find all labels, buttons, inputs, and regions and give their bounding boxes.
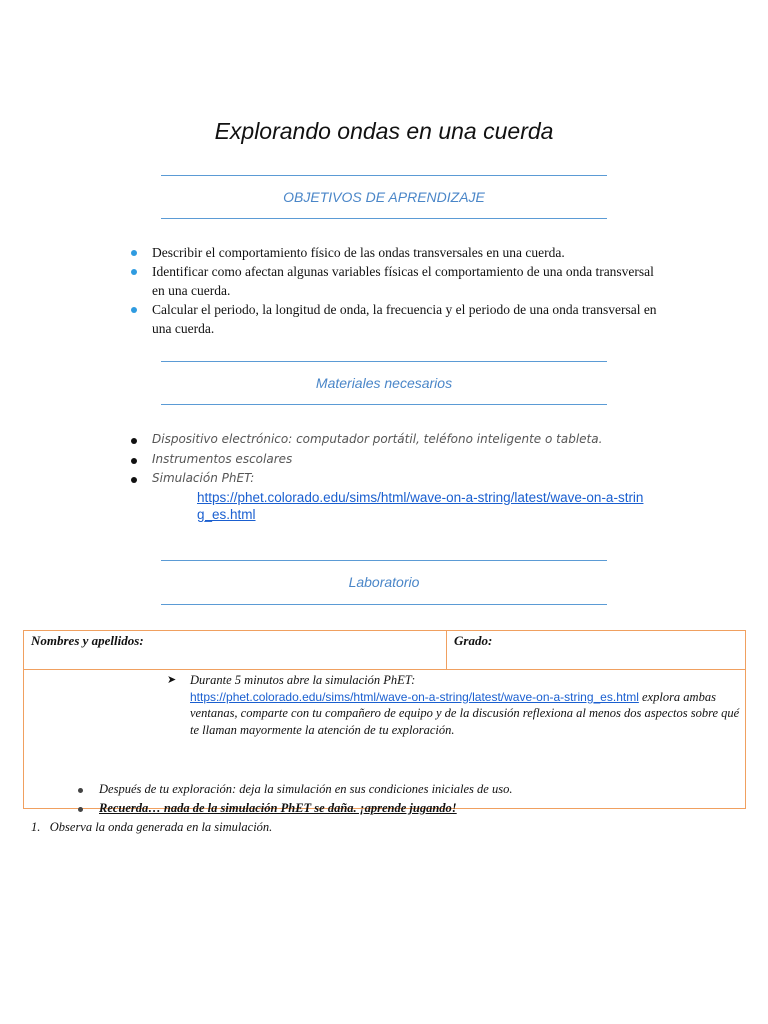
section-header-materiales: Materiales necesarios — [161, 361, 607, 405]
names-label: Nombres y apellidos: — [31, 633, 144, 648]
phet-instruction-link[interactable]: https://phet.colorado.edu/sims/html/wave-on-a-string/latest/wave-on-a-string_es.html — [190, 689, 639, 704]
list-item: Identificar como afectan algunas variables físicas el comportamiento de una onda transversal en una cuerda. — [130, 262, 660, 300]
arrow-bullet-icon: ➤ — [167, 674, 177, 686]
list-item: Instrumentos escolares — [130, 450, 690, 470]
objectives-list — [130, 243, 660, 338]
grade-cell[interactable] — [447, 631, 746, 670]
bullet-icon — [131, 438, 137, 444]
bullet-icon — [131, 458, 137, 464]
step-1: 1. Observa la onda generada en la simulación. — [31, 820, 273, 834]
bullet-icon — [131, 477, 137, 483]
bullet-icon — [131, 307, 137, 313]
bullet-icon — [131, 250, 137, 256]
names-cell[interactable] — [24, 631, 447, 670]
list-item: Simulación PhET: https://phet.colorado.edu/sims/html/wave-on-a-string/latest/wave-on-a-string_es.html — [130, 469, 690, 523]
bullet-icon — [78, 807, 83, 812]
phet-simulation-link[interactable]: https://phet.colorado.edu/sims/html/wave-on-a-string/latest/wave-on-a-string_es.html — [197, 489, 644, 522]
section-header-laboratorio: Laboratorio — [161, 560, 607, 605]
lab-table — [23, 630, 746, 834]
list-item: Describir el comportamiento físico de las ondas transversales en una cuerda. — [130, 243, 660, 262]
instruction-prefix: Durante 5 minutos abre la simulación PhET: — [190, 673, 416, 687]
list-item: Calcular el periodo, la longitud de onda, la frecuencia y el periodo de una onda transversal en una cuerda. — [130, 300, 660, 338]
instruction-suffix: explora ambas ventanas, comparte con tu compañero de equipo y de la discusión reflexiona al menos dos aspectos sobre qué te llaman mayormente la atención de tu exploración. — [190, 689, 740, 737]
instruction-block — [167, 672, 742, 738]
grade-label: Grado: — [454, 633, 493, 648]
list-item: Dispositivo electrónico: computador portátil, teléfono inteligente o tableta. — [130, 430, 690, 450]
document-title: Explorando ondas en una cuerda — [214, 118, 554, 144]
bullet-icon — [131, 269, 137, 275]
instructions-cell — [24, 670, 746, 834]
list-item: Recuerda… nada de la simulación PhET se daña. ¡aprende jugando! — [54, 800, 734, 817]
materials-list — [130, 430, 690, 523]
section-header-objetivos: OBJETIVOS DE APRENDIZAJE — [161, 175, 607, 219]
bullet-icon — [78, 788, 83, 793]
list-item: Después de tu exploración: deja la simulación en sus condiciones iniciales de uso. — [54, 781, 734, 798]
